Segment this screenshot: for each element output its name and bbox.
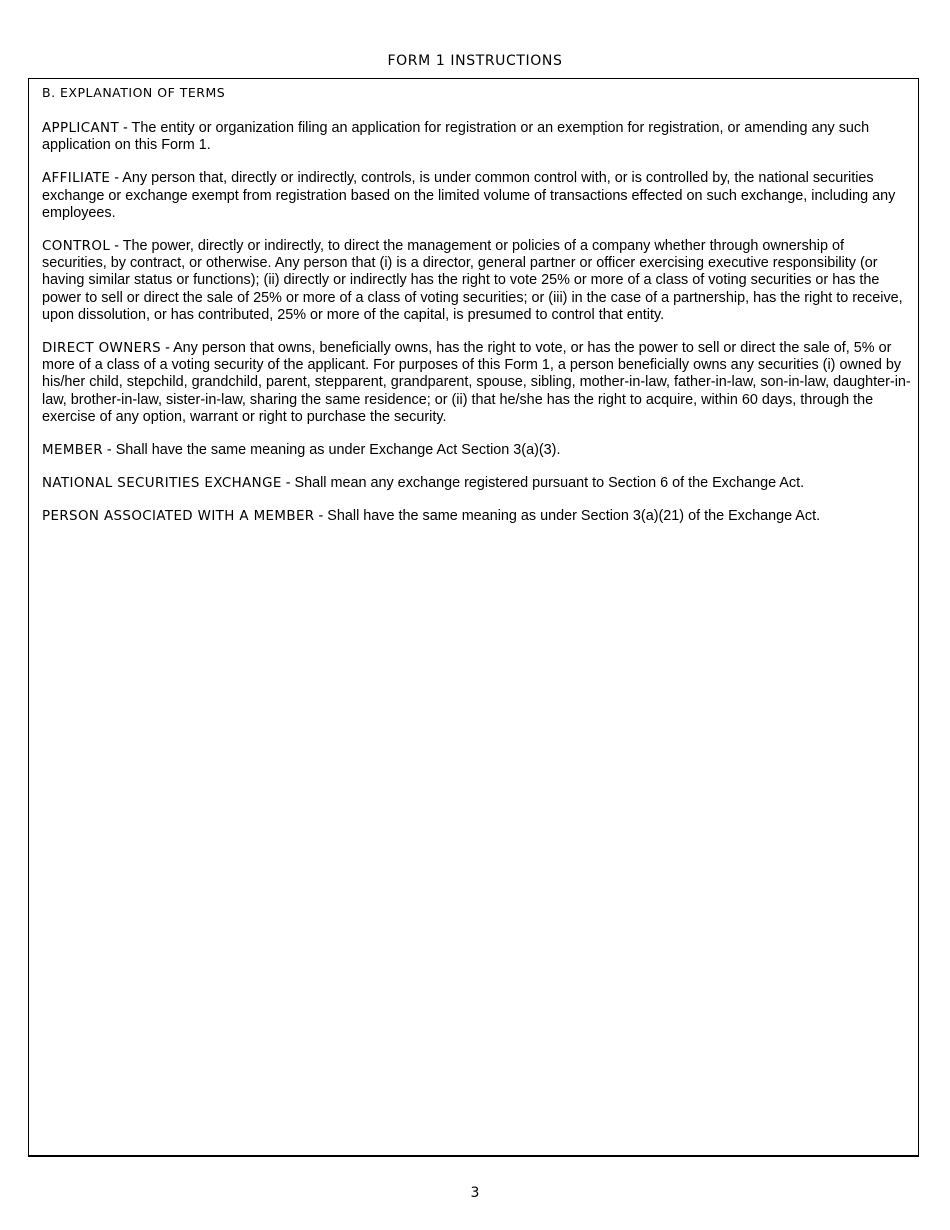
page-title: FORM 1 INSTRUCTIONS: [387, 53, 563, 69]
definition-text: - The power, directly or indirectly, to direct the management or policies of a company whether through ownership of securities, by contract, or otherwise. Any person that (i) is a director, general partner or officer exercising executive responsibility (or having similar status or functions); (ii) directly or indirectly has the right to vote 25% or more of a class of voting securities or has the power to sell or direct the sale of 25% or more of a class of voting securities; or (iii) in the case of a partnership, has the right to receive, upon dissolution, or has contributed, 25% or more of the capital, is presumed to control that entity.: [42, 238, 903, 323]
definition-affiliate: [42, 170, 912, 222]
explanation-of-terms-box: [28, 78, 919, 1157]
definition-text: - Any person that, directly or indirectly, controls, is under common control with, or is controlled by, the national securities exchange or exchange exempt from registration based on the limited volume of transactions effected on such exchange, including any employees.: [42, 170, 896, 221]
definition-term: DIRECT OWNERS: [42, 341, 162, 357]
definition-member: [42, 442, 912, 459]
definition-applicant: [42, 120, 912, 154]
definition-direct-owners: [42, 340, 912, 426]
definition-text: - Any person that owns, beneficially owns, has the right to vote, or has the power to sell or direct the sale of, 5% or more of a class of a voting security of the applicant. For purposes of this Form 1, a person beneficially owns any securities (i) owned by his/her child, stepchild, grandchild, parent, stepparent, grandparent, spouse, sibling, mother-in-law, father-in-law, son-in-law, daughter-in-law, brother-in-law, sister-in-law, sharing the same residence; or (ii) that he/she has the right to acquire, within 60 days, through the exercise of any option, warrant or right to purchase the security.: [42, 340, 911, 425]
definitions-list: [42, 120, 912, 542]
definition-text: - Shall have the same meaning as under Section 3(a)(21) of the Exchange Act.: [314, 508, 821, 525]
definition-term: CONTROL: [42, 239, 111, 255]
definition-control: [42, 238, 912, 324]
definition-term: AFFILIATE: [42, 171, 111, 187]
definition-person-associated-with-member: [42, 508, 912, 525]
definition-term: PERSON ASSOCIATED WITH A MEMBER: [42, 509, 315, 525]
page-number: 3: [470, 1185, 480, 1201]
definition-term: NATIONAL SECURITIES EXCHANGE: [42, 476, 282, 492]
definition-national-securities-exchange: [42, 475, 912, 492]
definition-text: - Shall mean any exchange registered pursuant to Section 6 of the Exchange Act.: [281, 475, 805, 492]
definition-term: MEMBER: [42, 443, 103, 459]
definition-text: - Shall have the same meaning as under Exchange Act Section 3(a)(3).: [102, 442, 561, 459]
definition-term: APPLICANT: [42, 121, 120, 136]
section-heading: B. EXPLANATION OF TERMS: [42, 85, 226, 100]
definition-text: - The entity or organization filing an application for registration or an exemption for registration, or amending any such application on this Form 1.: [42, 120, 870, 154]
